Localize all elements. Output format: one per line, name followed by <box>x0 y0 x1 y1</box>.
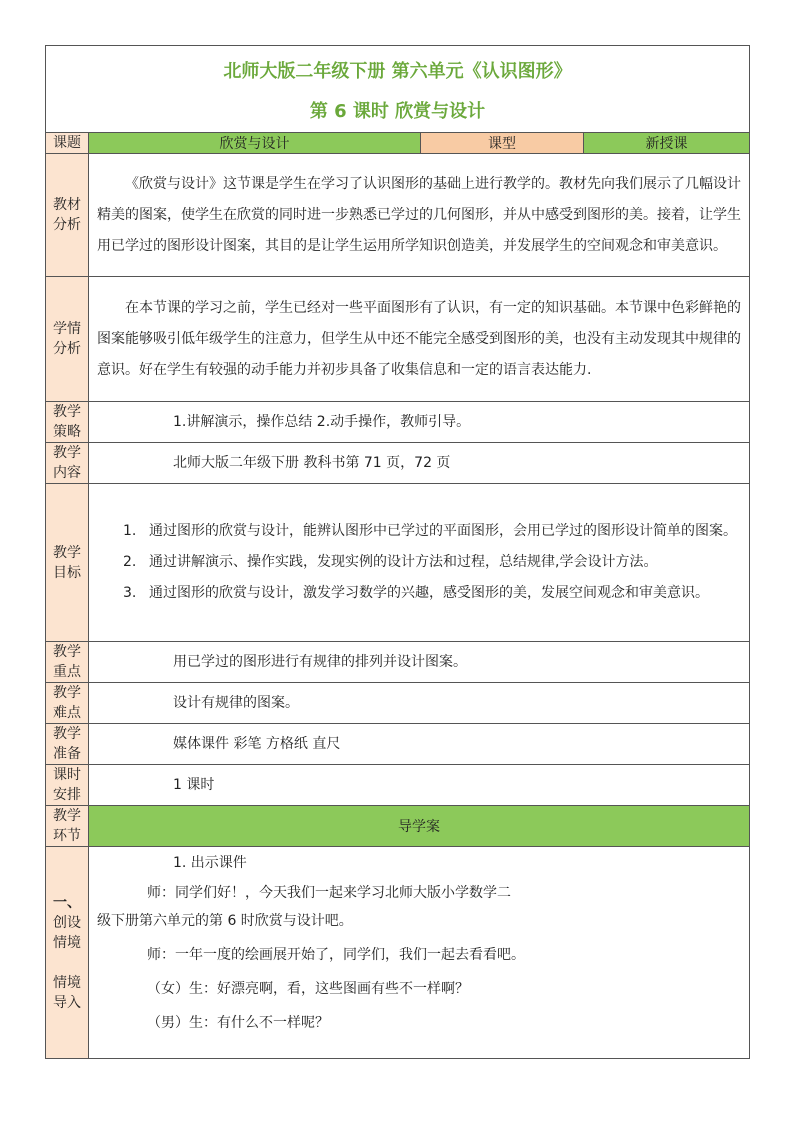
section1-label <box>46 847 89 1059</box>
lesson-plan-table <box>45 45 750 1059</box>
preparation-text: 媒体课件 彩笔 方格纸 直尺 <box>89 724 750 765</box>
goal-item: 2. 通过讲解演示、操作实践，发现实例的设计方法和过程，总结规律,学会设计方法。 <box>123 554 658 570</box>
goals-label: 教学目标 <box>46 484 89 642</box>
section1-number: 一、 <box>53 894 81 911</box>
preparation-label: 教学准备 <box>46 724 89 765</box>
goal-item: 3. 通过图形的欣赏与设计，激发学习数学的兴趣，感受图形的美，发展空间观念和审美意识。 <box>123 585 709 601</box>
story-line: （男）生：有什么不一样呢？ <box>147 1015 329 1031</box>
title-cell <box>46 46 750 133</box>
story-line: 师：一年一度的绘画展开始了，同学们，我们一起去看看吧。 <box>147 947 525 963</box>
goals-list <box>89 516 749 609</box>
difficulty-text: 设计有规律的图案。 <box>89 683 750 724</box>
material-label: 教材分析 <box>46 154 89 277</box>
strategy-label: 教学策略 <box>46 402 89 443</box>
students-label: 学情分析 <box>46 277 89 402</box>
type-value: 新授课 <box>584 133 750 154</box>
section1-subtitle: 情境导入 <box>53 974 81 1011</box>
key-point-text: 用已学过的图形进行有规律的排列并设计图案。 <box>89 642 750 683</box>
story-line: （女）生：好漂亮啊，看，这些图画有些不一样啊？ <box>147 981 469 997</box>
topic-label: 课题 <box>46 133 89 154</box>
section1-content <box>89 847 750 1059</box>
strategy-text: 1.讲解演示，操作总结 2.动手操作，教师引导。 <box>89 402 750 443</box>
content-label: 教学内容 <box>46 443 89 484</box>
topic-value: 欣赏与设计 <box>89 133 421 154</box>
key-point-label: 教学重点 <box>46 642 89 683</box>
main-title: 北师大版二年级下册 第六单元《认识图形》 <box>223 61 572 82</box>
material-text: 《欣赏与设计》这节课是学生在学习了认识图形的基础上进行教学的。教材先向我们展示了几幅设计精美的图案，使学生在欣赏的同时进一步熟悉已学过的几何图形，并从中感受到图形的美。接着，让学生用已学过的图形设计图案，其目的是让学生运用所学知识创造美，并发展学生的空间观念和审美意识。 <box>89 154 750 277</box>
sub-title: 第 6 课时 欣赏与设计 <box>309 101 486 122</box>
period-text: 1 课时 <box>89 765 750 806</box>
story-line: 级下册第六单元的第 6 时欣赏与设计吧。 <box>97 913 353 929</box>
content-text: 北师大版二年级下册 教科书第 71 页，72 页 <box>89 443 750 484</box>
process-label: 教学环节 <box>46 806 89 847</box>
lesson-plan-page <box>45 45 749 1059</box>
story-line: 1. 出示课件 <box>173 855 247 871</box>
goals-cell <box>89 484 750 642</box>
section1-title: 创设情境 <box>53 914 81 951</box>
students-text: 在本节课的学习之前，学生已经对一些平面图形有了认识，有一定的知识基础。本节课中色彩鲜艳的图案能够吸引低年级学生的注意力，但学生从中还不能完全感受到图形的美，也没有主动发现其中规律的意识。好在学生有较强的动手能力并初步具备了收集信息和一定的语言表达能力. <box>89 277 750 402</box>
period-label: 课时安排 <box>46 765 89 806</box>
process-text: 导学案 <box>89 806 750 847</box>
difficulty-label: 教学难点 <box>46 683 89 724</box>
goal-item: 1. 通过图形的欣赏与设计，能辨认图形中已学过的平面图形，会用已学过的图形设计简单的图案。 <box>123 523 737 539</box>
type-label: 课型 <box>421 133 584 154</box>
story-line: 师：同学们好！，今天我们一起来学习北师大版小学数学二 <box>147 885 511 901</box>
